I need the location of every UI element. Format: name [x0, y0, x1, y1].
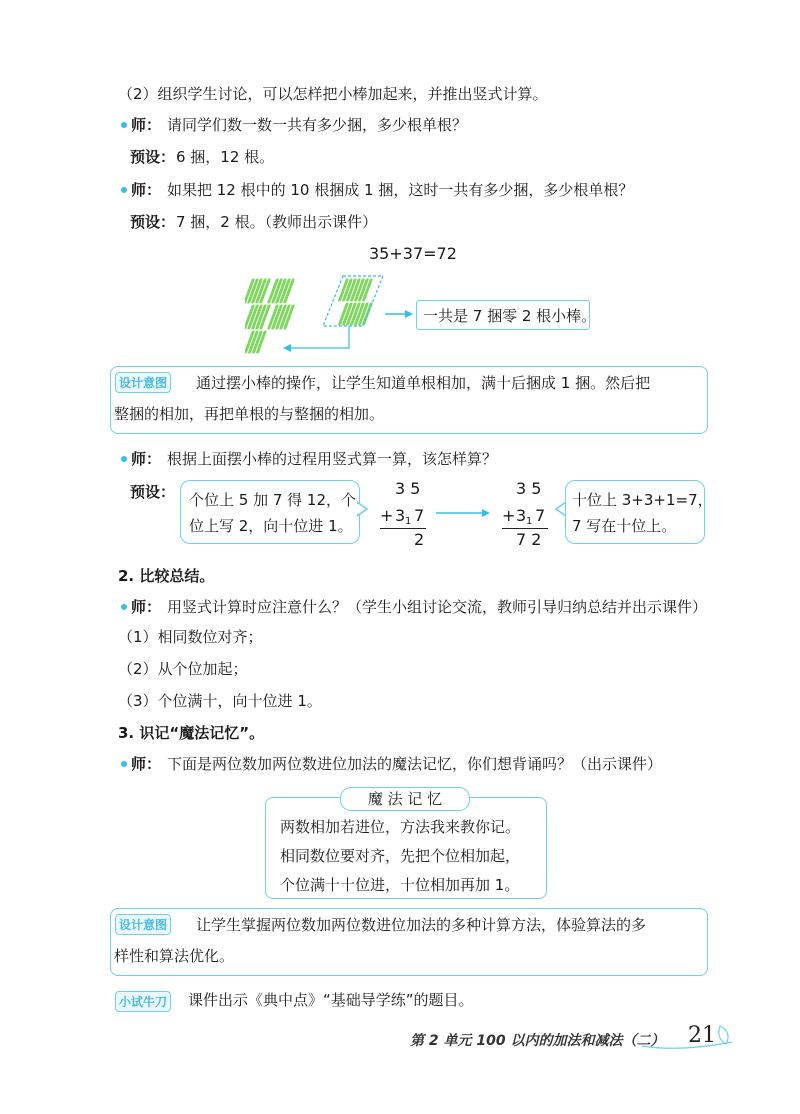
step-heading: （2）组织学生讨论，可以怎样把小棒加起来，并推出竖式计算。	[118, 85, 548, 103]
rule-item: （3）个位满十，向十位进 1。	[118, 692, 322, 710]
magic-line: 相同数位要对齐，先把个位相加起，	[280, 847, 521, 865]
design-intent-tag: 设计意图	[115, 914, 171, 935]
teacher-question: 根据上面摆小棒的过程用竖式算一算，该怎样算？	[167, 450, 498, 468]
arrow-right-icon	[436, 507, 492, 519]
bullet-dot	[121, 604, 127, 610]
leaf-decoration-icon	[640, 1022, 736, 1056]
magic-line: 两数相加若进位，方法我来教你记。	[280, 818, 521, 836]
preset-answer: 6 捆，12 根。	[176, 148, 275, 166]
teacher-label: 师：	[131, 755, 162, 773]
teacher-label: 师：	[131, 598, 162, 616]
bullet-dot	[121, 761, 127, 767]
rule-item: （1）相同数位对齐；	[118, 628, 263, 646]
preset-label: 预设：	[130, 148, 176, 166]
bullet-dot	[121, 187, 127, 193]
footer-unit: 第 2 单元 100 以内的加法和减法（二）	[410, 1033, 665, 1049]
preset-label: 预设：	[130, 483, 176, 501]
teacher-question: 如果把 12 根中的 10 根捆成 1 捆，这时一共有多少捆，多少根单根？	[167, 181, 634, 199]
teacher-label: 师：	[131, 181, 162, 199]
preset-label: 预设：	[130, 213, 176, 231]
teacher-label: 师：	[131, 116, 162, 134]
preset-answer: 7 捆，2 根。（教师出示课件）	[176, 213, 378, 231]
teacher-label: 师：	[131, 450, 162, 468]
magic-line: 个位满十十位进，十位相加再加 1。	[280, 876, 520, 894]
explanation-bubble: 十位上 3+3+1=7， 7 写在十位上。	[565, 480, 705, 544]
design-intent-text: 样性和算法优化。	[114, 947, 235, 965]
practice-text: 课件出示《典中点》“基础导学练”的题目。	[188, 991, 474, 1009]
bubble-pointer	[357, 500, 369, 518]
magic-memory-box	[265, 797, 547, 899]
teacher-question: 下面是两位数加两位数进位加法的魔法记忆，你们想背诵吗？（出示课件）	[167, 755, 663, 773]
design-intent-text: 让学生掌握两位数加两位数进位加法的多种计算方法，体验算法的多	[196, 916, 647, 934]
section-heading: 3. 识记“魔法记忆”。	[118, 724, 265, 742]
design-intent-tag: 设计意图	[115, 372, 171, 393]
rule-item: （2）从个位加起；	[118, 660, 248, 678]
design-intent-text: 整捆的相加，再把单根的与整捆的相加。	[114, 405, 385, 423]
bullet-dot	[121, 122, 127, 128]
sticks-callout: 一共是 7 捆零 2 根小棒。	[416, 300, 590, 330]
section-heading: 2. 比较总结。	[118, 567, 215, 585]
teacher-question: 用竖式计算时应注意什么？（学生小组讨论交流，教师引导归纳总结并出示课件）	[167, 598, 708, 616]
practice-tag: 小试牛刀	[115, 991, 171, 1012]
magic-memory-title: 魔 法 记 忆	[340, 787, 470, 811]
page-number: 21	[688, 1023, 716, 1048]
bullet-dot	[121, 456, 127, 462]
equation: 35+37=72	[369, 244, 457, 263]
design-intent-text: 通过摆小棒的操作，让学生知道单根相加，满十后捆成 1 捆。然后把	[196, 374, 651, 392]
teacher-question: 请同学们数一数一共有多少捆，多少根单根？	[167, 116, 468, 134]
explanation-bubble: 个位上 5 加 7 得 12，个 位上写 2，向十位进 1。	[180, 480, 360, 544]
